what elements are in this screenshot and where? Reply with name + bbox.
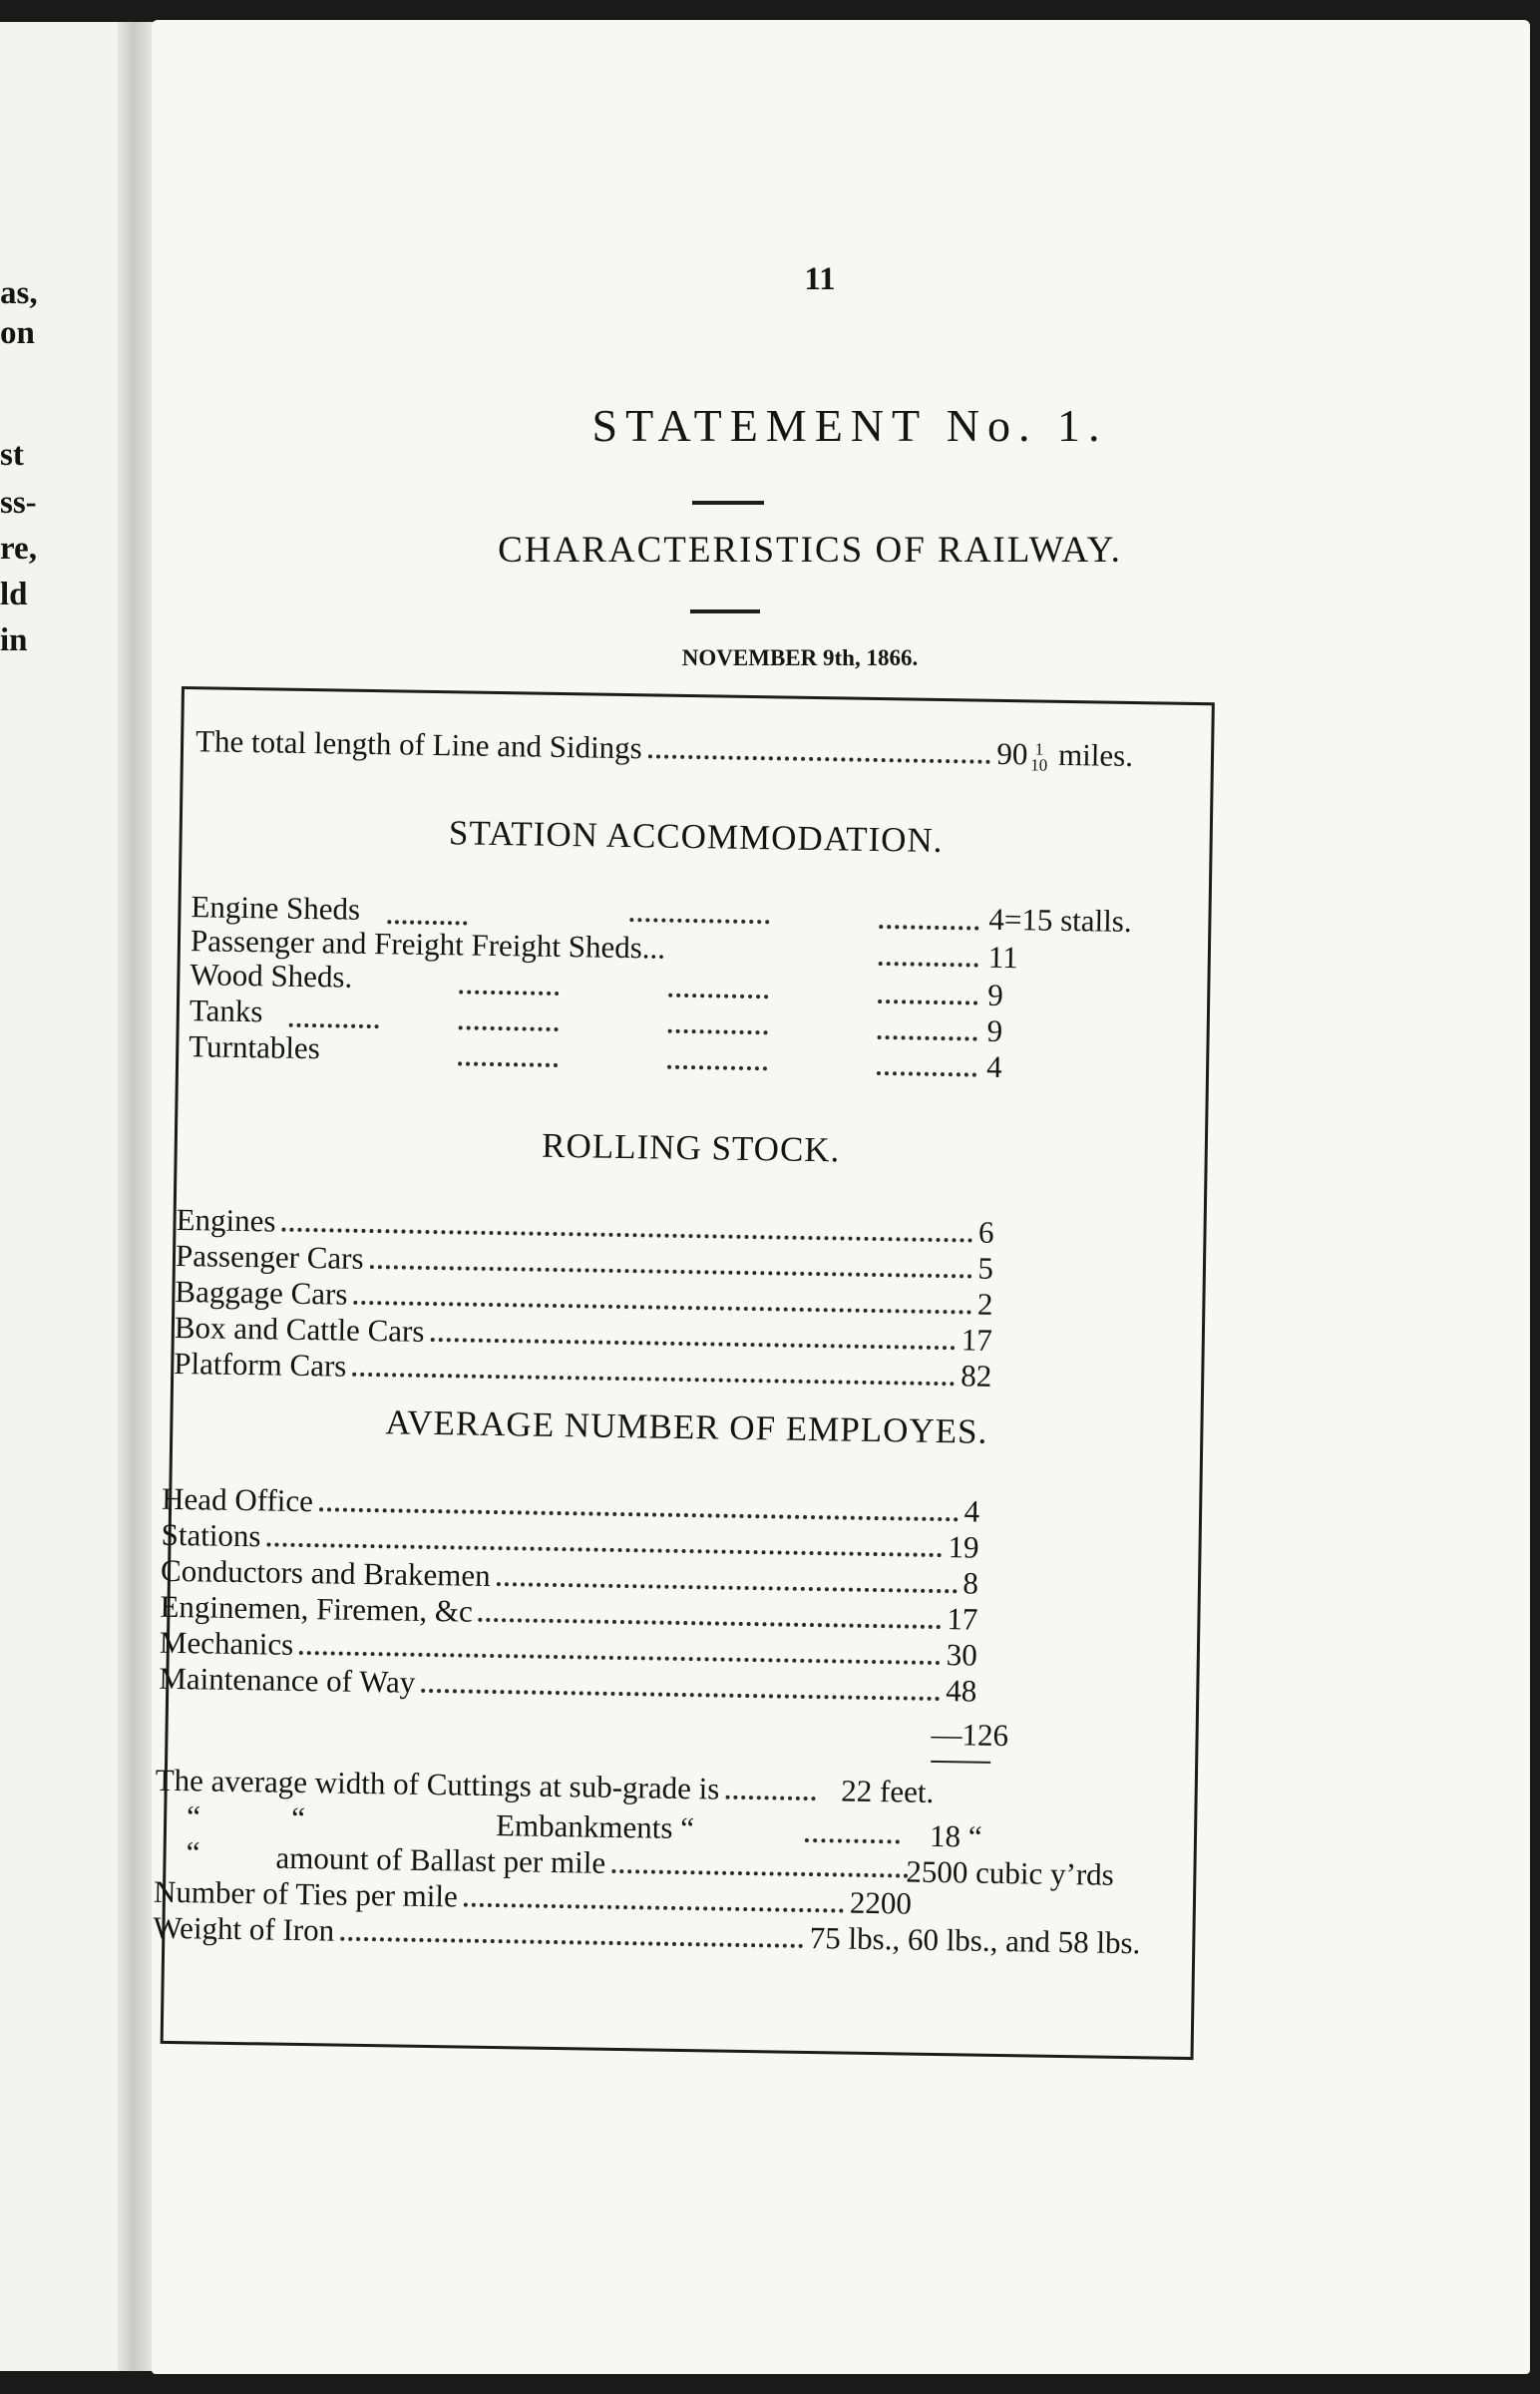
dot-leader (299, 1651, 941, 1665)
station-row-label: Passenger and Freight Freight Sheds... (190, 923, 666, 966)
iron-row (153, 1910, 1140, 1962)
row-label: The average width of Cuttings at sub-grade is (155, 1762, 720, 1806)
total-length-row (195, 723, 1133, 775)
section-heading: STATION ACCOMMODATION. (448, 813, 944, 861)
dot-leader (725, 1796, 815, 1800)
ditto-mark: “ (290, 1799, 306, 1836)
dot-leader (464, 1903, 844, 1913)
station-row-label: Turntables (189, 1028, 321, 1066)
row-value: 17 (947, 1601, 978, 1637)
row-label: Baggage Cars (175, 1273, 348, 1312)
row-label: Box and Cattle Cars (174, 1309, 425, 1349)
dot-leader (352, 1373, 955, 1386)
dot-leader (879, 962, 978, 968)
dot-leader (421, 1689, 940, 1701)
left-page-fragment: in (0, 622, 28, 658)
dot-leader (611, 1869, 908, 1878)
station-row-value: 9 (986, 977, 1004, 1012)
left-page-fragment: as, (0, 275, 38, 311)
row-value: 2 (976, 1286, 993, 1322)
station-row-label: Tanks (189, 993, 263, 1029)
row-label: Passenger Cars (175, 1237, 364, 1276)
row-label: amount of Ballast per mile (275, 1839, 606, 1880)
ditto-mark: “ (186, 1834, 200, 1870)
dot-leader (340, 1937, 804, 1948)
dot-leader (496, 1582, 957, 1593)
dot-leader (458, 1061, 558, 1067)
dot-leader (479, 1618, 942, 1629)
station-row-label: Wood Sheds. (190, 957, 353, 995)
section-heading: AVERAGE NUMBER OF EMPLOYES. (385, 1402, 988, 1451)
dot-leader (266, 1542, 942, 1557)
dot-leader (877, 1071, 976, 1077)
dot-leader (369, 1265, 971, 1278)
row-value: 22 feet. (841, 1773, 935, 1809)
row-value: 19 (948, 1529, 979, 1565)
employes-total: —126 (931, 1716, 1009, 1754)
ditto-mark: “ (186, 1798, 201, 1834)
dot-leader (353, 1301, 970, 1315)
dot-leader (805, 1838, 900, 1843)
station-row-value: 11 (987, 939, 1018, 976)
row-value: 30 (946, 1637, 978, 1673)
row-value: 48 (946, 1673, 977, 1709)
row-value: 4 (963, 1493, 980, 1529)
fraction: 1 10 (1030, 739, 1048, 775)
row-label: Platform Cars (174, 1345, 347, 1384)
row-value: 8 (962, 1565, 979, 1601)
row-value: 75 lbs., 60 lbs., and 58 lbs. (809, 1920, 1141, 1961)
embankments-value: 18 “ (929, 1817, 982, 1854)
total-rule (931, 1761, 990, 1764)
station-row-value: 4 (985, 1048, 1002, 1084)
dot-leader (430, 1338, 955, 1350)
row-label: Engines (176, 1201, 276, 1239)
dot-leader (879, 925, 978, 931)
left-page-fragment: ss- (0, 485, 37, 521)
subtitle-rule (690, 609, 760, 613)
page-subtitle: CHARACTERISTICS OF RAILWAY. (498, 530, 1122, 571)
book-page (152, 20, 1530, 2374)
dot-leader (459, 1025, 559, 1031)
left-page-fragment: st (0, 437, 24, 473)
row-value: 2200 (849, 1884, 913, 1921)
dot-leader (319, 1507, 959, 1521)
cuttings-row (155, 1763, 1022, 1812)
page-title: STATEMENT No. 1. (591, 400, 1108, 451)
row-value: 82 (960, 1358, 992, 1394)
station-row-value: 9 (986, 1012, 1003, 1048)
row-value: 17 (961, 1322, 993, 1358)
dot-leader (289, 1023, 379, 1028)
left-page-fragment: ld (0, 577, 28, 612)
statement-table (153, 686, 1215, 2060)
row-value: 6 (977, 1214, 994, 1250)
row-label: Enginemen, Firemen, &c (160, 1588, 474, 1629)
dot-leader (878, 999, 977, 1005)
embankments-label: Embankments “ (495, 1807, 695, 1846)
left-page-fragment: on (0, 315, 35, 351)
statement-date: NOVEMBER 9th, 1866. (681, 645, 919, 670)
row-label: Maintenance of Way (159, 1660, 416, 1700)
row-label: Number of Ties per mile (153, 1873, 459, 1914)
ballast-value: 2500 cubic y’rds (906, 1853, 1115, 1892)
station-row-value: 4=15 stalls. (988, 901, 1132, 939)
dot-leader (648, 754, 991, 763)
dot-leader (387, 920, 467, 925)
dot-leader (667, 1065, 767, 1071)
page-number: 11 (804, 261, 836, 297)
left-page-fragment: re, (0, 531, 37, 567)
dot-leader (459, 990, 559, 996)
row-label: Stations (161, 1516, 261, 1554)
row-label: The total length of Line and Sidings (194, 723, 643, 766)
row-label: Conductors and Brakemen (160, 1552, 491, 1593)
dot-leader (878, 1035, 977, 1041)
title-rule (692, 501, 764, 505)
station-row-label: Engine Sheds (191, 889, 361, 927)
dot-leader (668, 994, 768, 999)
row-label: Head Office (161, 1480, 314, 1519)
dot-leader (668, 1029, 768, 1035)
row-value: 90 1 10 miles. (996, 735, 1134, 775)
row-label: Weight of Iron (153, 1909, 335, 1948)
section-heading: ROLLING STOCK. (541, 1125, 841, 1170)
row-label: Mechanics (159, 1624, 294, 1662)
dot-leader (629, 918, 769, 924)
row-value: 5 (977, 1250, 994, 1286)
